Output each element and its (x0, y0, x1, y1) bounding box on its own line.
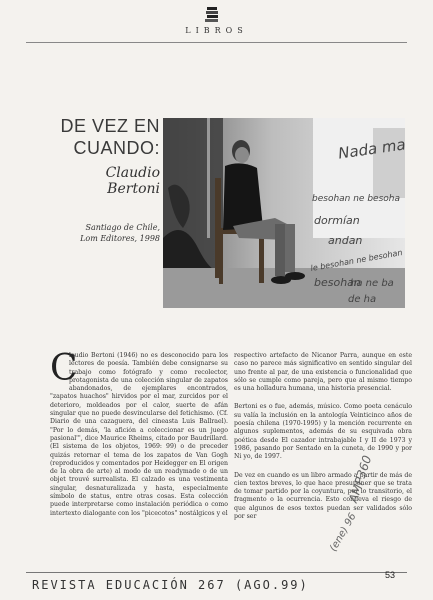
handwriting-line: de ha (348, 294, 377, 305)
handwriting-line: besohan ne besoha (312, 194, 400, 204)
title-line: CUANDO: (73, 138, 160, 158)
top-rule (26, 42, 407, 43)
article-author: Claudio Bertoni (105, 165, 160, 197)
section-label: LIBROS (185, 26, 248, 35)
paragraph: Bertoni es o fue, además, músico. Como poeta cenáculo su valía la inclusión en la antología Veinticinco años de poesía chilena (1970-1995) y la mención recurrente en algunos suplementos, además de su esquivada obra poética desde El cazador intrabajable I y II de 1973 y 1986, pasando por Sentado en la cuneta, de 1990 y por Ni yo, de 1997. (234, 403, 412, 461)
paragraph: De vez en cuando es un libro armado a partir de más de cien textos breves, lo que hace presuponer que se trata de tomar partido por la coyuntura, por lo transitorio, el fragmento o la ocurrencia. Esto conlleva el riesgo de que algunos de esos textos puedan ser validados sólo por ser (234, 471, 412, 521)
margin-code: AMP360 (346, 453, 375, 505)
handwriting-line: besohan (314, 276, 361, 289)
handwritten-annotation (309, 135, 433, 315)
margin-scribble (328, 453, 386, 560)
handwriting-line: ha ne ba (350, 278, 394, 289)
handwriting-line: dormían (314, 214, 360, 227)
margin-date: (ene) 96 (328, 511, 359, 554)
article-column-left (50, 348, 228, 518)
handwriting-line: andan (328, 234, 363, 247)
bottom-rule (26, 572, 407, 573)
handwritten-source-note: REVISTA EDUCACIÓN 267 (AGO.99) (32, 578, 309, 592)
book-stack-icon (202, 6, 222, 24)
drop-cap: C (50, 348, 78, 389)
publication-info (60, 222, 160, 244)
handwriting-line: le besohan ne besohan (309, 247, 404, 274)
paragraph: laudio Bertoni (1946) no es desconocido para los lectores de poesía. También debe consignarse su trabajo como fotógrafo y como recolector, protagonista de una colección singular de zapatos abandonados, de ejemplares encontrados, "zapatos huachos" hirvidos por el mar, zurcidos por el deterioro, moldeados por el calor, suerte de afán singular que no puede desvincularse del fetichismo. (Cf. Diario de una cazaguera, del cineasta Luis Ballrael). "Por lo demás, 'la afición a coleccionar es un juego pasional'", dice Maurice Rheims, citado por Baudrillard. (El sistema de los objetos, 1969: 99) o de preceder quizás retornar el tema de los zapatos de Van Gogh (reproducidos y comentados por Heidegger en El origen de la obra de arte) al modo de un readymade o de un objet trouvé surrealista. El calzado es una vestimenta singular, desnaturalizada y hasta, especialmente símbolo de status, entre otras cosas. Esta colección puede interpretarse como instalación periódica o como intertexto dialogante con los "picecotos" nostálgicos y el (50, 352, 228, 517)
article-title (60, 115, 160, 159)
publication-publisher: Lom Editores, 1998 (80, 234, 160, 243)
paragraph: respectivo artefacto de Nicanor Parra, aunque en este caso no parece más significativo en sentido singular del uno frente al par, de una existencia o funcionalidad que sólo se cumple como pareja, pero que al mismo tiempo es una holladura humana, una historia presencial. (234, 352, 412, 393)
page-number: 53 (385, 570, 396, 580)
publication-place: Santiago de Chile, (85, 223, 160, 232)
title-line: DE VEZ EN (60, 116, 160, 136)
handwriting-line: Nada ma (337, 135, 407, 163)
